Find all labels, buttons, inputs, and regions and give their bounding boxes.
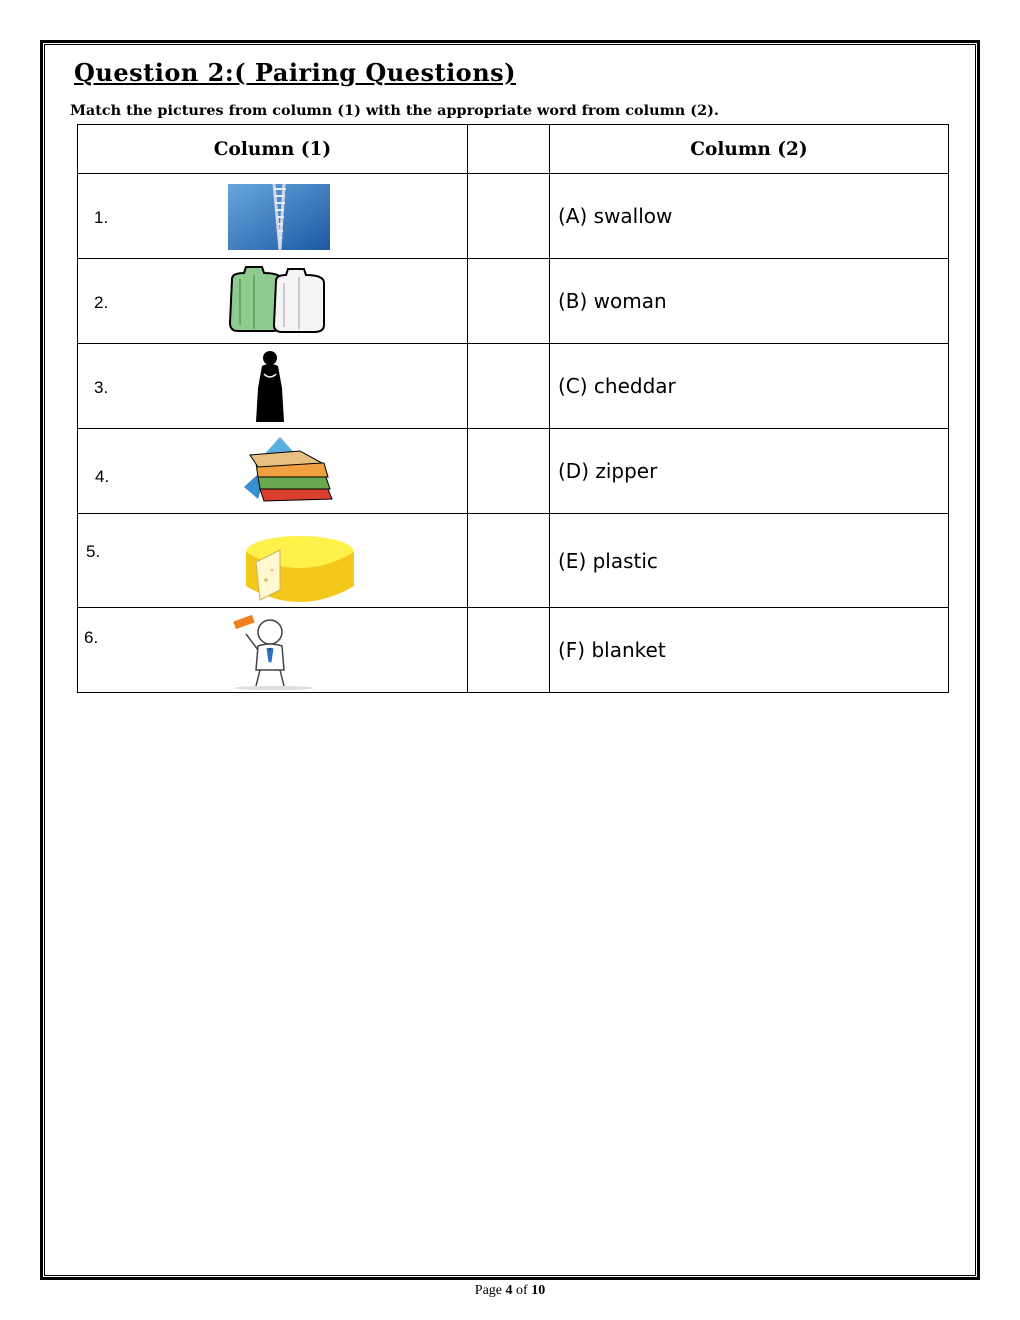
option-cell bbox=[550, 514, 949, 608]
plastic-bottles-picture bbox=[224, 265, 332, 333]
picture-cell bbox=[78, 514, 468, 608]
picture-cell bbox=[78, 174, 468, 259]
woman-picture bbox=[250, 348, 290, 424]
picture-cell bbox=[78, 429, 468, 514]
item-number: 3. bbox=[94, 378, 109, 397]
option-cell bbox=[550, 259, 949, 344]
zipper-picture bbox=[228, 184, 330, 250]
answer-blank[interactable] bbox=[468, 344, 550, 429]
footer-of-label: of bbox=[516, 1283, 528, 1298]
item-number: 2. bbox=[94, 293, 109, 312]
option-text: (A) swallow bbox=[558, 204, 673, 228]
answer-column-header bbox=[468, 125, 550, 174]
table-row bbox=[78, 608, 949, 693]
item-number: 6. bbox=[84, 628, 99, 647]
option-cell bbox=[550, 344, 949, 429]
option-text: (E) plastic bbox=[558, 548, 658, 573]
answer-blank[interactable] bbox=[468, 174, 550, 259]
item-number: 5. bbox=[86, 542, 101, 561]
footer-page-number: 4 bbox=[505, 1283, 513, 1298]
item-number: 1. bbox=[94, 208, 109, 227]
option-cell bbox=[550, 174, 949, 259]
pairing-table bbox=[77, 124, 949, 693]
instruction-text: Match the pictures from column (1) with the appropriate word from column (2). bbox=[70, 102, 719, 119]
question-title: Question 2:( Pairing Questions) bbox=[74, 58, 517, 87]
option-cell bbox=[550, 608, 949, 693]
table-row bbox=[78, 259, 949, 344]
picture-cell bbox=[78, 608, 468, 693]
answer-blank[interactable] bbox=[468, 514, 550, 608]
answer-blank[interactable] bbox=[468, 608, 550, 693]
column-1-header: Column (1) bbox=[78, 125, 468, 174]
table-row bbox=[78, 174, 949, 259]
footer-total-pages: 10 bbox=[531, 1283, 546, 1298]
table-row bbox=[78, 514, 949, 608]
blankets-picture bbox=[240, 433, 336, 509]
table-header-row bbox=[78, 125, 949, 174]
footer-page-label: Page bbox=[474, 1283, 503, 1298]
table-row bbox=[78, 344, 949, 429]
cheese-picture bbox=[240, 532, 358, 608]
answer-blank[interactable] bbox=[468, 259, 550, 344]
option-text: (D) zipper bbox=[558, 459, 658, 483]
item-number: 4. bbox=[95, 467, 110, 486]
page-footer bbox=[0, 1283, 1020, 1299]
option-text: (F) blanket bbox=[558, 638, 666, 662]
picture-cell bbox=[78, 344, 468, 429]
picture-cell bbox=[78, 259, 468, 344]
table-row bbox=[78, 429, 949, 514]
option-text: (B) woman bbox=[558, 289, 667, 313]
option-text: (C) cheddar bbox=[558, 374, 676, 398]
column-2-header: Column (2) bbox=[550, 125, 949, 174]
man-swallowing-picture bbox=[210, 612, 338, 690]
answer-blank[interactable] bbox=[468, 429, 550, 514]
option-cell bbox=[550, 429, 949, 514]
